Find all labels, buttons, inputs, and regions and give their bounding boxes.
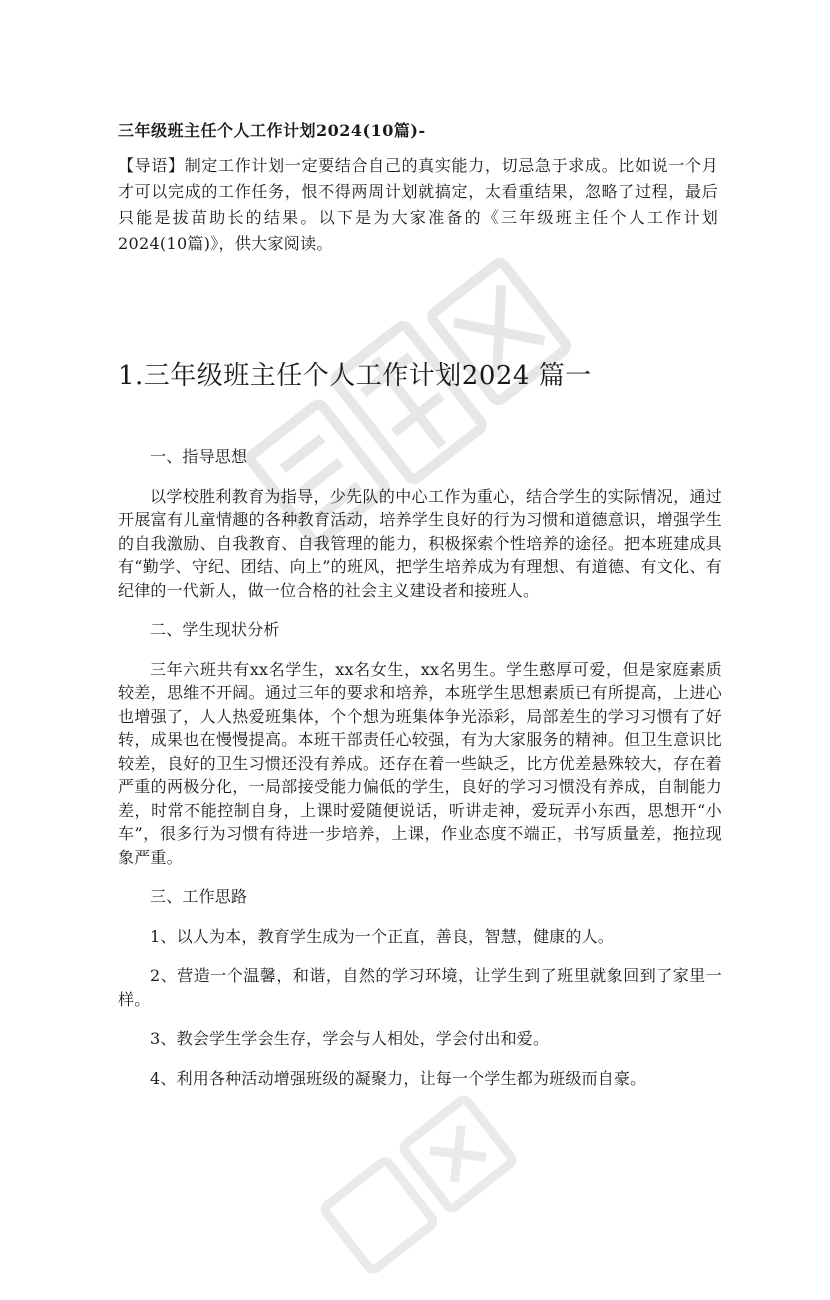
- section-heading: 1.三年级班主任个人工作计划2024 篇一: [118, 361, 592, 391]
- list-item: 1、以人为本，教育学生成为一个正直，善良，智慧，健康的人。: [150, 926, 614, 946]
- body-paragraph: 三年六班共有xx名学生，xx名女生，xx名男生。学生憨厚可爱，但是家庭素质较差，思维不开阔。通过三年的要求和培养，本班学生思想素质已有所提高，上进心也增强了，人人热爱班集体，个个想为班集体争光添彩，局部差生的学习习惯有了好转，成果也在慢慢提高。本班干部责任心较强，有为大家服务的精神。但卫生意识比较差，良好的卫生习惯还没有养成。还存在着一些缺乏，比方优差悬殊较大，存在着严重的两极分化，一局部接受能力偏低的学生，良好的学习习惯没有养成，自制能力差，时常不能控制自身，上课时爱随便说话，听讲走神，爱玩弄小东西，思想开“小车”，很多行为习惯有待进一步培养，上课，作业态度不端正，书写质量差，拖拉现象严重。: [118, 659, 722, 867]
- subsection-heading: 二、学生现状分析: [150, 620, 280, 639]
- subsection-heading: 三、工作思路: [150, 887, 248, 906]
- subsection-heading: 一、指导思想: [150, 447, 248, 466]
- list-item: 4、利用各种活动增强班级的凝聚力，让每一个学生都为班级而自豪。: [150, 1068, 647, 1088]
- list-item: 3、教会学生学会生存，学会与人相处，学会付出和爱。: [150, 1029, 550, 1048]
- body-paragraph: 以学校胜利教育为指导，少先队的中心工作为重心，结合学生的实际情况，通过开展富有儿童情趣的各种教育活动，培养学生良好的行为习惯和道德意识，增强学生的自我激励、自我教育、自我管理的能力，积极探索个性培养的途径。把本班建成具有“勤学、守纪、团结、向上”的班风，把学生培养成为有理想、有道德、有文化、有纪律的一代新人，做一位合格的社会主义建设者和接班人。: [118, 486, 722, 600]
- document-body: [118, 445, 722, 1106]
- document-title: 三年级班主任个人工作计划2024(10篇)-: [118, 121, 426, 140]
- intro-paragraph: 【导语】制定工作计划一定要结合自己的真实能力，切忌急于求成。比如说一个月才可以完成的工作任务，恨不得两周计划就搞定，太看重结果，忽略了过程，最后只能是拔苗助长的结果。以下是为大家准备的《三年级班主任个人工作计划2024(10篇)》，供大家阅读。: [118, 156, 718, 253]
- list-item: 2、营造一个温馨，和谐，自然的学习环境，让学生到了班里就象回到了家里一样。: [118, 966, 722, 1009]
